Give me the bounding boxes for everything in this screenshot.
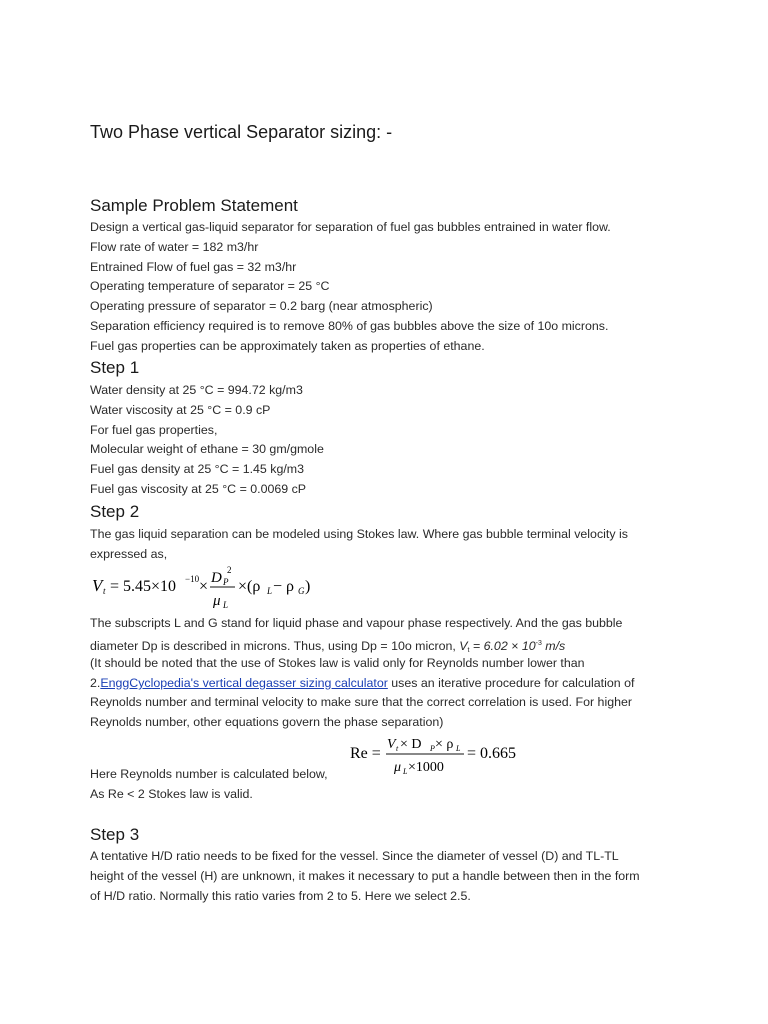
problem-heading: Sample Problem Statement: [90, 196, 298, 215]
svg-text:L: L: [267, 586, 273, 596]
svg-text:× ρ: × ρ: [435, 737, 454, 752]
step1-heading: Step 1: [90, 358, 140, 377]
step2-intro-line: The gas liquid separation can be modeled using Stokes law. Where gas bubble terminal velocity is: [90, 527, 628, 541]
problem-line: Operating temperature of separator = 25 °C: [90, 279, 330, 293]
svg-text:P: P: [430, 744, 435, 753]
svg-text:L: L: [403, 767, 408, 776]
formula-vt-symbol: V: [92, 576, 103, 595]
step3-line: of H/D ratio. Normally this ratio varies from 2 to 5. Here we select 2.5.: [90, 889, 471, 903]
svg-text:− ρ: − ρ: [273, 578, 295, 595]
svg-text:t: t: [103, 586, 106, 596]
svg-text:L: L: [456, 744, 461, 753]
step2-after-line: The subscripts L and G stand for liquid phase and vapour phase respectively. And the gas bubble: [90, 616, 623, 630]
step3-line: height of the vessel (H) are unknown, it makes it necessary to put a handle between then in the form: [90, 869, 640, 883]
svg-text:= 5.45×10: = 5.45×10: [110, 578, 177, 595]
svg-text:2: 2: [227, 565, 232, 575]
step2-intro-line: expressed as,: [90, 547, 168, 561]
note-line: 2.EnggCyclopedia's vertical degasser sizing calculator uses an iterative procedure for calculation of: [90, 676, 635, 690]
step1-line: Fuel gas viscosity at 25 °C = 0.0069 cP: [90, 482, 307, 496]
svg-text:Re =: Re =: [350, 745, 381, 762]
reynolds-text: As Re < 2 Stokes law is valid.: [90, 787, 253, 801]
step1-line: Water density at 25 °C = 994.72 kg/m3: [90, 383, 303, 397]
svg-text:G: G: [298, 586, 305, 596]
svg-text:L: L: [223, 600, 229, 610]
svg-text:P: P: [223, 577, 229, 587]
svg-text:): ): [305, 578, 311, 595]
svg-text:×: ×: [199, 578, 209, 595]
step1-line: For fuel gas properties,: [90, 423, 218, 437]
problem-line: Separation efficiency required is to remove 80% of gas bubbles above the size of 10o microns.: [90, 319, 609, 333]
step1-line: Molecular weight of ethane = 30 gm/gmole: [90, 442, 324, 456]
problem-line: Entrained Flow of fuel gas = 32 m3/hr: [90, 260, 297, 274]
svg-text:μ: μ: [394, 760, 402, 775]
page-title: Two Phase vertical Separator sizing: -: [90, 122, 393, 142]
problem-line: Flow rate of water = 182 m3/hr: [90, 240, 259, 254]
step1-line: Fuel gas density at 25 °C = 1.45 kg/m3: [90, 462, 304, 476]
step1-line: Water viscosity at 25 °C = 0.9 cP: [90, 403, 271, 417]
problem-line: Operating pressure of separator = 0.2 barg (near atmospheric): [90, 299, 433, 313]
step2-heading: Step 2: [90, 502, 140, 521]
step3-heading: Step 3: [90, 825, 140, 844]
reynolds-formula: [348, 733, 528, 779]
step2-after-line: diameter Dp is described in microns. Thus, using Dp = 10o micron, $V_t = 6.02 \times 10^{-3}$ m/s: [90, 639, 566, 654]
problem-line: Design a vertical gas-liquid separator for separation of fuel gas bubbles entrained in water flow.: [90, 220, 611, 234]
svg-text:D: D: [211, 570, 222, 586]
problem-line: Fuel gas properties can be approximately taken as properties of ethane.: [90, 339, 485, 353]
svg-text:t: t: [396, 744, 399, 753]
svg-text:× D: × D: [400, 737, 422, 752]
svg-text:V: V: [387, 737, 396, 752]
reynolds-text: Here Reynolds number is calculated below,: [90, 767, 328, 781]
step3-line: A tentative H/D ratio needs to be fixed for the vessel. Since the diameter of vessel (D) and TL-TL: [90, 849, 619, 863]
stokes-formula: [90, 563, 350, 613]
note-line: Reynolds number, other equations govern the phase separation): [90, 715, 444, 729]
note-line: (It should be noted that the use of Stokes law is valid only for Reynolds number lower than: [90, 656, 585, 670]
svg-text:−10: −10: [185, 574, 200, 584]
svg-text:μ: μ: [213, 593, 221, 609]
svg-text:×(ρ: ×(ρ: [238, 578, 261, 595]
note-line: Reynolds number and terminal velocity to make sure that the correct correlation is used. For higher: [90, 695, 632, 709]
svg-text:×1000: ×1000: [408, 760, 444, 775]
degasser-calculator-link[interactable]: EnggCyclopedia's vertical degasser sizing calculator: [100, 676, 388, 690]
svg-text:= 0.665: = 0.665: [467, 745, 517, 762]
